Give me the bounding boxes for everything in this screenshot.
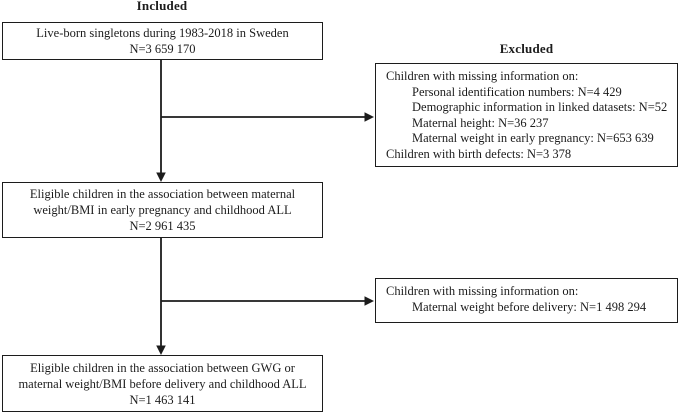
arrowhead-branch-to-excluded-early [365, 112, 375, 122]
eligible-early-line-2: weight/BMI in early pregnancy and childhood ALL [33, 203, 292, 217]
excluded-early-item-maternal-height: Maternal height: N=36 237 [412, 115, 549, 130]
eligible-delivery-line-1: Eligible children in the association between GWG or [30, 360, 295, 375]
arrowhead-source-to-eligible-early [156, 173, 166, 183]
box-source-count: N=3 659 170 [129, 42, 196, 56]
excluded-early-item-maternal-weight: Maternal weight in early pregnancy: N=653 639 [412, 131, 654, 145]
box-eligible-early-pregnancy [2, 182, 323, 238]
eligible-delivery-line-2: maternal weight/BMI before delivery and childhood ALL [18, 376, 307, 391]
excluded-early-heading: Children with missing information on: [386, 69, 579, 83]
excluded-early-item-demographic: Demographic information in linked datasets: N=52 [412, 100, 668, 114]
arrowhead-branch-to-excluded-delivery [365, 296, 375, 306]
arrowhead-eligible-early-to-eligible-delivery [156, 346, 166, 356]
box-source-line-1: Live-born singletons during 1983-2018 in Sweden [36, 26, 289, 40]
eligible-delivery-count: N=1 463 141 [129, 392, 196, 407]
box-excluded-before-delivery [375, 278, 678, 323]
excluded-delivery-heading: Children with missing information on: [386, 284, 579, 298]
eligible-early-count: N=2 961 435 [129, 219, 196, 233]
excluded-delivery-item-weight: Maternal weight before delivery: N=1 498 294 [412, 299, 647, 314]
excluded-early-item-birth-defects: Children with birth defects: N=3 378 [386, 146, 572, 161]
box-source-population [2, 22, 323, 60]
excluded-early-item-personal-id: Personal identification numbers: N=4 429 [412, 84, 622, 99]
included-column-header: Included [136, 0, 188, 13]
eligible-early-line-1: Eligible children in the association between maternal [29, 187, 296, 201]
excluded-column-header: Excluded [499, 41, 554, 56]
box-excluded-early-pregnancy [375, 63, 678, 167]
box-eligible-before-delivery [2, 355, 323, 412]
